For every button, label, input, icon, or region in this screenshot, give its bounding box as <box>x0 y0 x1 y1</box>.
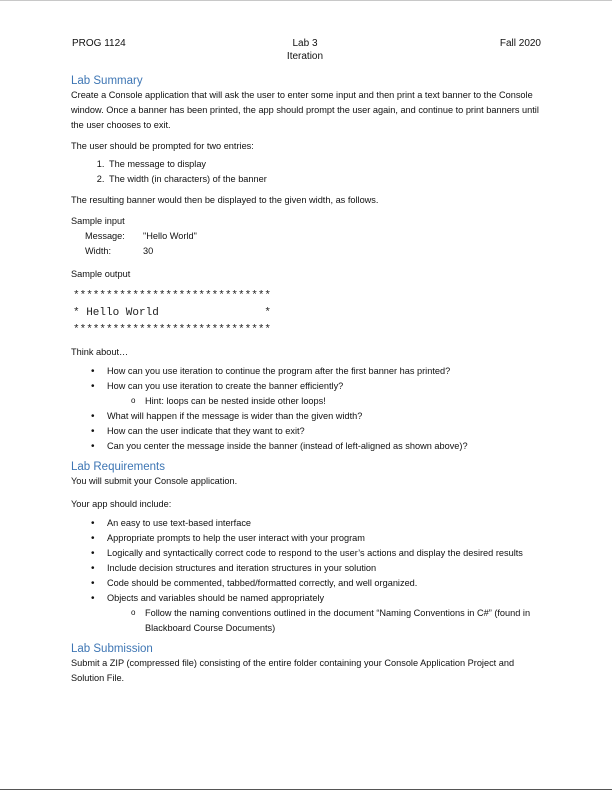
hint-item: o Hint: loops can be nested inside other loops! <box>107 394 541 409</box>
message-value: "Hello World" <box>143 231 197 241</box>
result-text: The resulting banner would then be displayed to the given width, as follows. <box>71 195 379 205</box>
question-text: How can you use iteration to create the banner efficiently? <box>107 381 344 391</box>
requirement-item: • Include decision structures and iteration structures in your solution <box>71 561 541 576</box>
entry-item: 2. The width (in characters) of the banner <box>107 172 541 187</box>
sample-input-label: Sample input <box>71 216 125 226</box>
width-label: Width: <box>85 246 112 256</box>
banner-line: ****************************** <box>73 290 272 302</box>
document-body <box>71 74 541 686</box>
banner-line: * Hello World * <box>73 307 272 319</box>
question-item: • Can you center the message inside the banner (instead of left-aligned as shown above)? <box>71 439 541 454</box>
summary-intro: Create a Console application that will ask the user to enter some input and then print a text banner to the Console window. Once a banner has been printed, the app should prompt the user again, and continue to print banners until the user chooses to exit. <box>71 90 539 130</box>
requirement-item: • Logically and syntactically correct code to respond to the user’s actions and display the desired results <box>71 546 541 561</box>
requirement-text: Objects and variables should be named appropriately <box>107 593 325 603</box>
question-item: • What will happen if the message is wider than the given width? <box>71 409 541 424</box>
width-value: 30 <box>143 246 154 256</box>
message-row <box>71 229 541 244</box>
lab-number: Lab 3 <box>292 38 318 49</box>
question-item: • How can you use iteration to continue the program after the first banner has printed? <box>71 364 541 379</box>
hint-list <box>107 394 541 409</box>
page-top-border <box>0 0 612 1</box>
naming-note: o Follow the naming conventions outlined in the document “Naming Conventions in C#” (found in Blackboard Course Documents) <box>107 606 541 636</box>
requirement-item: • Code should be commented, tabbed/formatted correctly, and well organized. <box>71 576 541 591</box>
banner-line: ****************************** <box>73 324 272 336</box>
submission-text: Submit a ZIP (compressed file) consisting of the entire folder containing your Console Application Project and Solution File. <box>71 658 515 683</box>
width-row <box>71 244 541 259</box>
requirement-item: • An easy to use text-based interface <box>71 516 541 531</box>
think-about: Think about… <box>71 347 129 357</box>
lab-submission-heading: Lab Submission <box>71 643 153 655</box>
lab-requirements-heading: Lab Requirements <box>71 461 165 473</box>
include-text: Your app should include: <box>71 499 172 509</box>
question-item: • How can the user indicate that they want to exit? <box>71 424 541 439</box>
requirement-item <box>71 591 541 636</box>
entries-list <box>71 157 541 187</box>
naming-note-list <box>107 606 541 636</box>
term: Fall 2020 <box>499 38 541 49</box>
lab-summary-heading: Lab Summary <box>71 75 143 87</box>
message-label: Message: <box>85 231 125 241</box>
questions-list <box>71 364 541 454</box>
lab-topic: Iteration <box>286 51 324 62</box>
course-code: PROG 1124 <box>72 38 126 49</box>
prompt-intro: The user should be prompted for two entries: <box>71 141 254 151</box>
entry-item: 1. The message to display <box>107 157 541 172</box>
requirement-item: • Appropriate prompts to help the user interact with your program <box>71 531 541 546</box>
sample-output-label: Sample output <box>71 269 131 279</box>
page-bottom-border <box>0 789 612 790</box>
sample-output <box>71 290 541 337</box>
submit-text: You will submit your Console application. <box>71 476 238 486</box>
requirements-list <box>71 516 541 636</box>
question-item <box>71 379 541 409</box>
lab-title <box>255 37 355 63</box>
